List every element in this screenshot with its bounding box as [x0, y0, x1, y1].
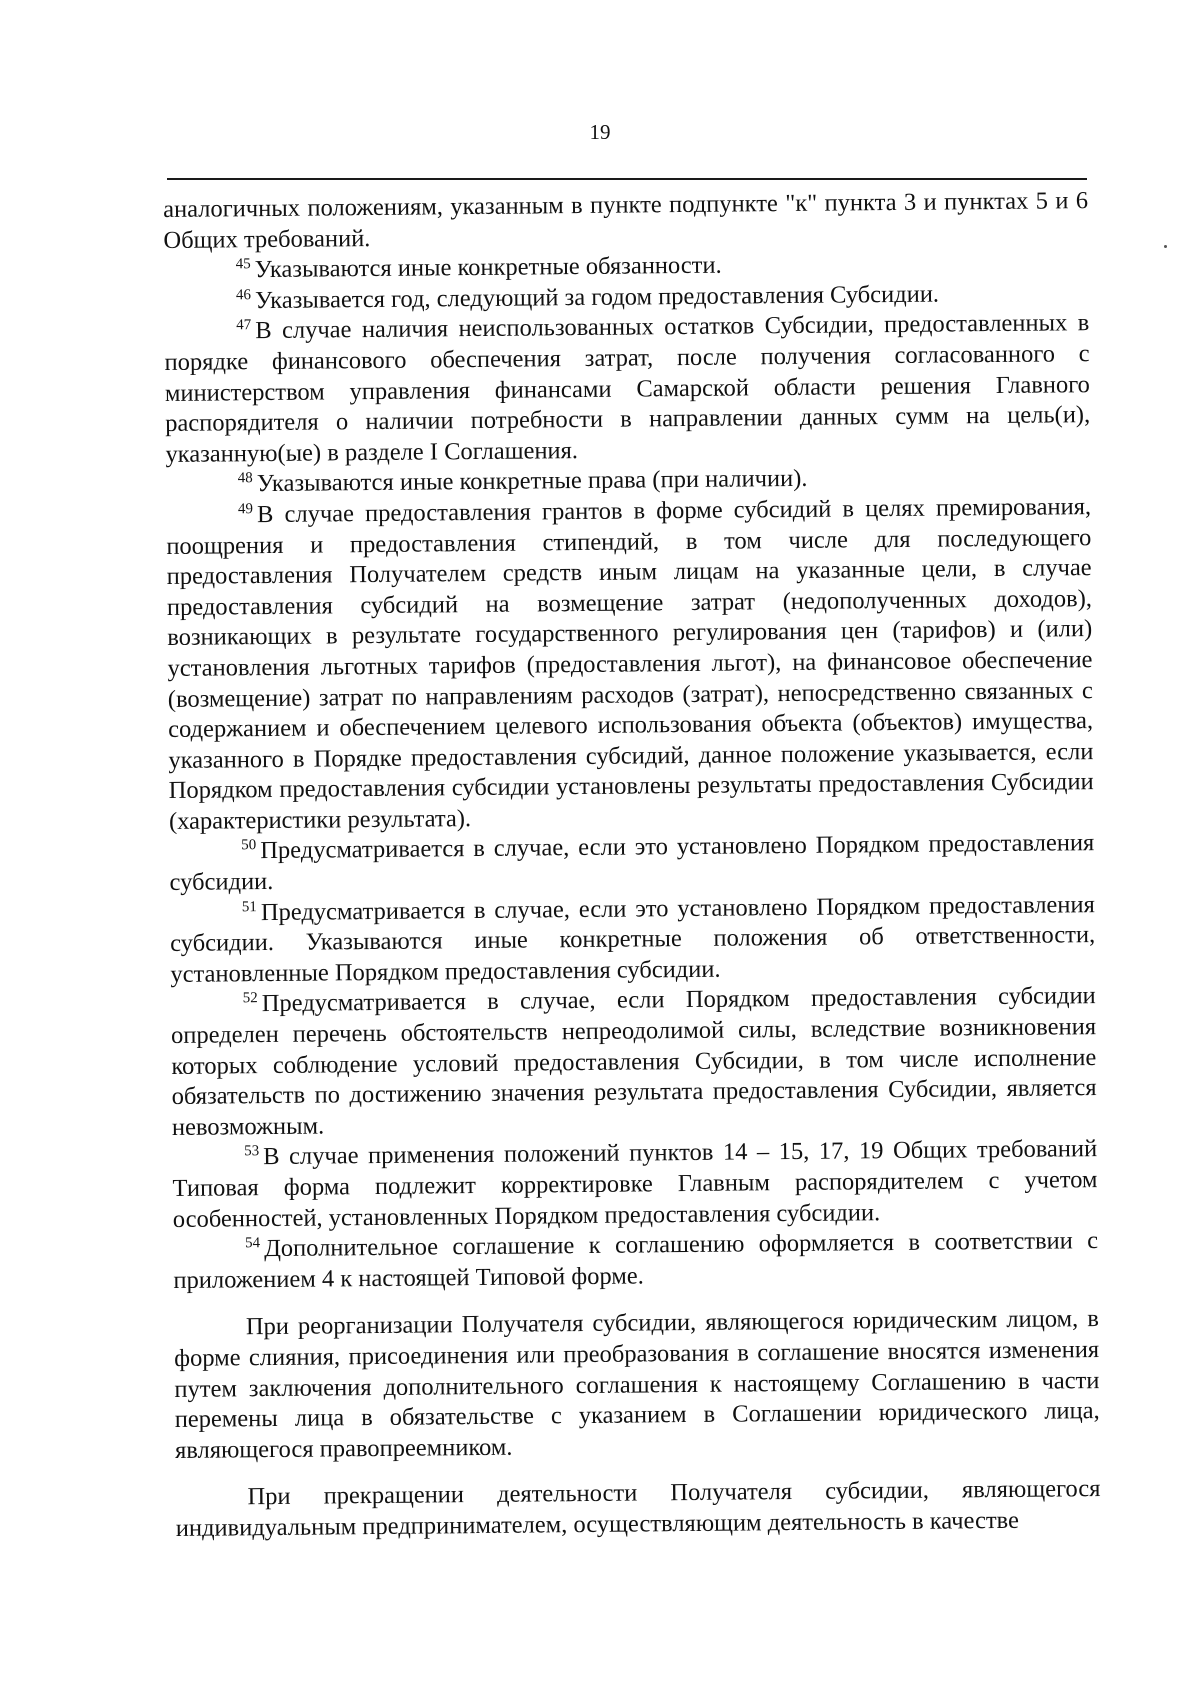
footnote-marker: 48 — [237, 470, 253, 487]
footnote-54 — [173, 1226, 1099, 1296]
termination-paragraph: При прекращении деятельности Получателя субсидии, являющегося индивидуальным предпринимателем, осуществляющим деятельность в качестве — [175, 1475, 1101, 1542]
footnote-text: Указывается год, следующий за годом предоставления Субсидии. — [254, 280, 940, 314]
footnote-marker: 46 — [235, 286, 252, 304]
footnote-text: Указываются иные конкретные права (при наличии). — [256, 465, 808, 498]
header-rule — [167, 178, 1087, 180]
page-number: 19 — [589, 120, 611, 144]
footnote-marker: 47 — [236, 317, 252, 334]
footnote-47 — [164, 308, 1090, 470]
footnote-text: В случае наличия неиспользованных остатков Субсидии, предоставленных в порядке финансового обеспечения затрат, после получения согласованного с министерством управления финансами Самарской области решения Главного распорядителя о наличии потребности в направлении данных сумм на цель(и), указанную(ые) в разделе I Соглашения. — [164, 309, 1091, 468]
footnote-marker: 53 — [244, 1143, 260, 1160]
footnote-marker: 45 — [235, 256, 251, 273]
scan-speck — [1164, 245, 1167, 248]
footnote-marker: 49 — [237, 501, 254, 518]
footnote-text: Предусматривается в случае, если Порядком предоставления субсидии определен перечень обстоятельств непреодолимой силы, вследствие возникновения которых соблюдение условий предоставления Субсидии, в том числе исполнение обязательств по достижению значения результата предоставления Субсидии, является невозможным. — [170, 982, 1097, 1141]
footnote-51 — [170, 890, 1096, 991]
footnote-text: Предусматривается в случае, если это установлено Порядком предоставления субсидии. Указываются иные конкретные положения об ответственности, установленные Порядком предоставления субсидии. — [170, 890, 1096, 988]
footnote-text: В случае предоставления грантов в форме субсидий в целях премирования, поощрения и предоставления стипендий, в том числе для последующего предоставления Получателем средств иным лицам на указанные цели, в случае предоставления субсидий на возмещение затрат (недополученных доходов), возникающих в результате государственного регулирования цен (тарифов) и (или) установления льготных тарифов (предоставления льгот), на финансовое обеспечение (возмещение) затрат по направлениям расходов (затрат), непосредственно связанных с содержанием и обеспечением целевого использования объекта (объектов) имущества, указанного в Порядке предоставления субсидий, данное положение указывается, если Порядком предоставления субсидии установлены результаты предоставления Субсидии (характеристики результата). — [166, 493, 1094, 835]
footnote-50 — [169, 829, 1095, 899]
footnote-text: В случае применения положений пунктов 14 – 15, 17, 19 Общих требований Типовая форма подлежит корректировке Главным распорядителем с учетом особенностей, установленных Порядком предоставления субсидии. — [172, 1135, 1098, 1233]
footnote-49 — [166, 492, 1094, 837]
footnote-text: Указываются иные конкретные обязанности. — [254, 251, 722, 284]
reorganization-paragraph: При реорганизации Получателя субсидии, являющегося юридическим лицом, в форме слияния, присоединения или преобразования в соглашение вносятся изменения путем заключения дополнительного соглашения к настоящему Соглашению в части перемены лица в обязательстве с указанием в Соглашении юридического лица, являющегося правопреемником. — [174, 1305, 1100, 1464]
footnote-marker: 50 — [241, 837, 257, 854]
footnote-52 — [171, 982, 1097, 1144]
footnote-marker: 51 — [241, 898, 257, 915]
footnote-marker: 52 — [242, 990, 258, 1007]
footnote-marker: 54 — [244, 1235, 261, 1252]
footnote-text: Предусматривается в случае, если это установлено Порядком предоставления субсидии. — [169, 829, 1095, 897]
footnotes-body — [163, 186, 1101, 1544]
footnote-text: Дополнительное соглашение к соглашению оформляется в соответствии с приложением 4 к настоящей Типовой форме. — [173, 1227, 1099, 1294]
footnote-53 — [172, 1134, 1098, 1235]
continuation-paragraph: аналогичных положениям, указанным в пункте подпункте "к" пункта 3 и пунктах 5 и 6 Общих требований. — [163, 187, 1089, 254]
